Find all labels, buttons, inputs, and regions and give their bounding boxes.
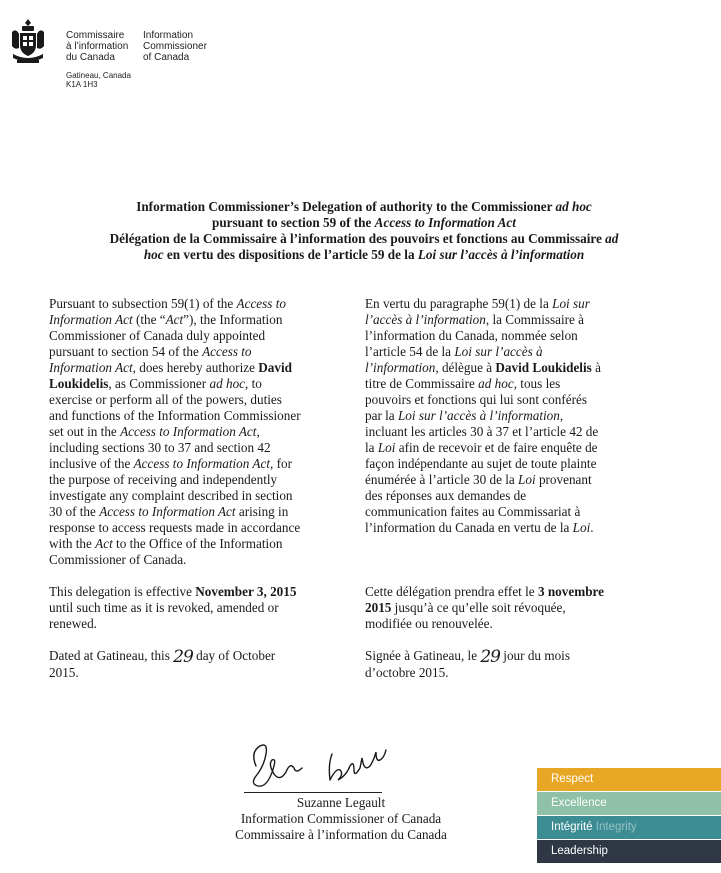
- signatory-title-fr: Commissaire à l’information du Canada: [235, 827, 447, 842]
- org-name-english: [143, 30, 207, 63]
- value-leadership: Leadership: [537, 840, 721, 863]
- signatory-title-en: Information Commissioner of Canada: [240, 811, 442, 826]
- handwritten-day: 29: [173, 647, 193, 667]
- org-fr-line: à l’information: [66, 41, 129, 52]
- value-integrity-en: Integrity: [595, 821, 637, 833]
- french-paragraph-3: Signée à Gatineau, le 29 jour du mois d’octobre 2015.: [365, 647, 570, 680]
- title-italic: hoc: [143, 247, 164, 262]
- title-italic: ad hoc: [555, 199, 592, 214]
- english-paragraph-1: Pursuant to subsection 59(1) of the Access to Information Act (the “Act”), the Information Commissioner of Canada duly appointed pursuant to section 54 of the Access to Information Act, does hereby authorize David Loukidelis, as Commissioner ad hoc, to exercise or perform all of the powers, duties and functions of the Information Commissioner set out in the Access to Information Act, including sections 30 to 37 and section 42 inclusive of the Access to Information Act, for the purpose of receiving and independently investigate any complaint described in section 30 of the Access to Information Act arising in response to access requests made in accordance with the Act to the Office of the Information Commissioner of Canada.: [49, 296, 301, 567]
- english-paragraph-3: Dated at Gatineau, this 29 day of October 2015.: [49, 647, 276, 680]
- value-integrity-fr: Intégrité: [551, 821, 593, 833]
- org-fr-line: Commissaire: [66, 30, 125, 41]
- signature-line: [244, 792, 382, 793]
- org-fr-line: du Canada: [66, 52, 115, 63]
- signatory-block: [226, 795, 456, 843]
- org-name-french: [66, 30, 128, 63]
- french-paragraph-2: Cette délégation prendra effet le 3 novembre 2015 jusqu’à ce qu’elle soit révoquée, modifiée ou renouvelée.: [365, 584, 605, 631]
- signatory-name: Suzanne Legault: [296, 795, 386, 810]
- address: [66, 71, 131, 89]
- title-text: Information Commissioner’s Delegation of authority to the Commissioner: [136, 199, 556, 214]
- french-paragraph-1: En vertu du paragraphe 59(1) de la Loi sur l’accès à l’information, la Commissaire à l’information du Canada, nommée selon l’article 54 de la Loi sur l’accès à l’information, délègue à David Loukidelis à titre de Commissaire ad hoc, tous les pouvoirs et fonctions qui lui sont conférés par la Loi sur l’accès à l’information, incluant les articles 30 à 37 et l’article 42 de la Loi afin de recevoir et de faire enquête de façon indépendante au sujet de toute plainte énumérée à l’article 30 de la Loi provenant des réponses aux demandes de communication faites au Commissariat à l’information du Canada en vertu de la Loi.: [365, 296, 601, 535]
- value-respect: Respect: [537, 768, 721, 791]
- english-paragraph-2: This delegation is effective November 3, 2015 until such time as it is revoked, amended or renewed.: [49, 584, 297, 631]
- handwritten-day: 29: [480, 647, 500, 667]
- title-text: en vertu des dispositions de l’article 59 de la: [163, 247, 418, 262]
- value-excellence: Excellence: [537, 792, 721, 815]
- title-italic: Access to Information Act: [374, 215, 516, 230]
- title-text: Délégation de la Commissaire à l’information des pouvoirs et fonctions au Commissaire: [109, 231, 606, 246]
- value-integrity: [537, 816, 721, 839]
- document-title: [84, 199, 644, 263]
- address-line: Gatineau, Canada: [66, 71, 131, 80]
- org-en-line: Information: [143, 30, 194, 41]
- title-text: pursuant to section 59 of the: [212, 215, 375, 230]
- org-en-line: Commissioner: [143, 41, 207, 52]
- address-line: K1A 1H3: [66, 80, 98, 89]
- title-italic: Loi sur l’accès à l’information: [417, 247, 585, 262]
- org-en-line: of Canada: [143, 52, 190, 63]
- title-italic: ad: [605, 231, 619, 246]
- handwritten-signature: [244, 736, 414, 796]
- coat-of-arms-logo: [9, 18, 47, 64]
